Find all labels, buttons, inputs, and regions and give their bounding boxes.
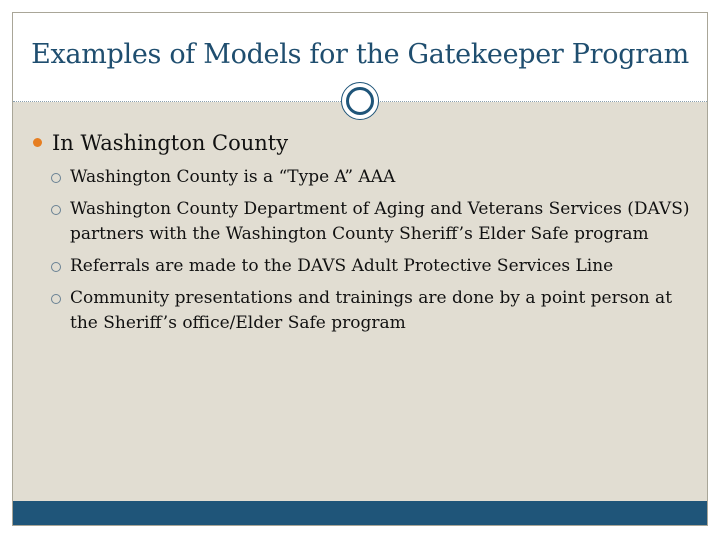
footer-accent-bar bbox=[13, 501, 707, 525]
sub-bullet-item bbox=[51, 197, 696, 247]
slide-title: Examples of Models for the Gatekeeper Program bbox=[31, 39, 689, 70]
sub-bullet-text: Washington County Department of Aging and Veterans Services (DAVS) partners with the Washington County Sheriff’s Elder Safe program bbox=[70, 199, 690, 244]
hollow-circle-bullet-icon bbox=[51, 173, 61, 183]
sub-bullet-text: Referrals are made to the DAVS Adult Protective Services Line bbox=[70, 256, 614, 276]
sub-bullet-text: Washington County is a “Type A” AAA bbox=[70, 167, 396, 187]
slide-content bbox=[33, 129, 693, 343]
bullet-item bbox=[33, 129, 693, 157]
circle-ornament-icon bbox=[341, 82, 379, 120]
hollow-circle-bullet-icon bbox=[51, 294, 61, 304]
hollow-circle-bullet-icon bbox=[51, 262, 61, 272]
sub-bullet-text: Community presentations and trainings are done by a point person at the Sheriff’s office/Elder Safe program bbox=[70, 288, 673, 333]
sub-bullet-item bbox=[51, 165, 696, 190]
hollow-circle-bullet-icon bbox=[51, 205, 61, 215]
sub-bullet-list bbox=[51, 165, 693, 336]
filled-circle-bullet-icon bbox=[33, 138, 42, 147]
sub-bullet-item bbox=[51, 254, 696, 279]
slide bbox=[12, 12, 708, 526]
sub-bullet-item bbox=[51, 286, 696, 336]
bullet-text: In Washington County bbox=[52, 131, 289, 155]
